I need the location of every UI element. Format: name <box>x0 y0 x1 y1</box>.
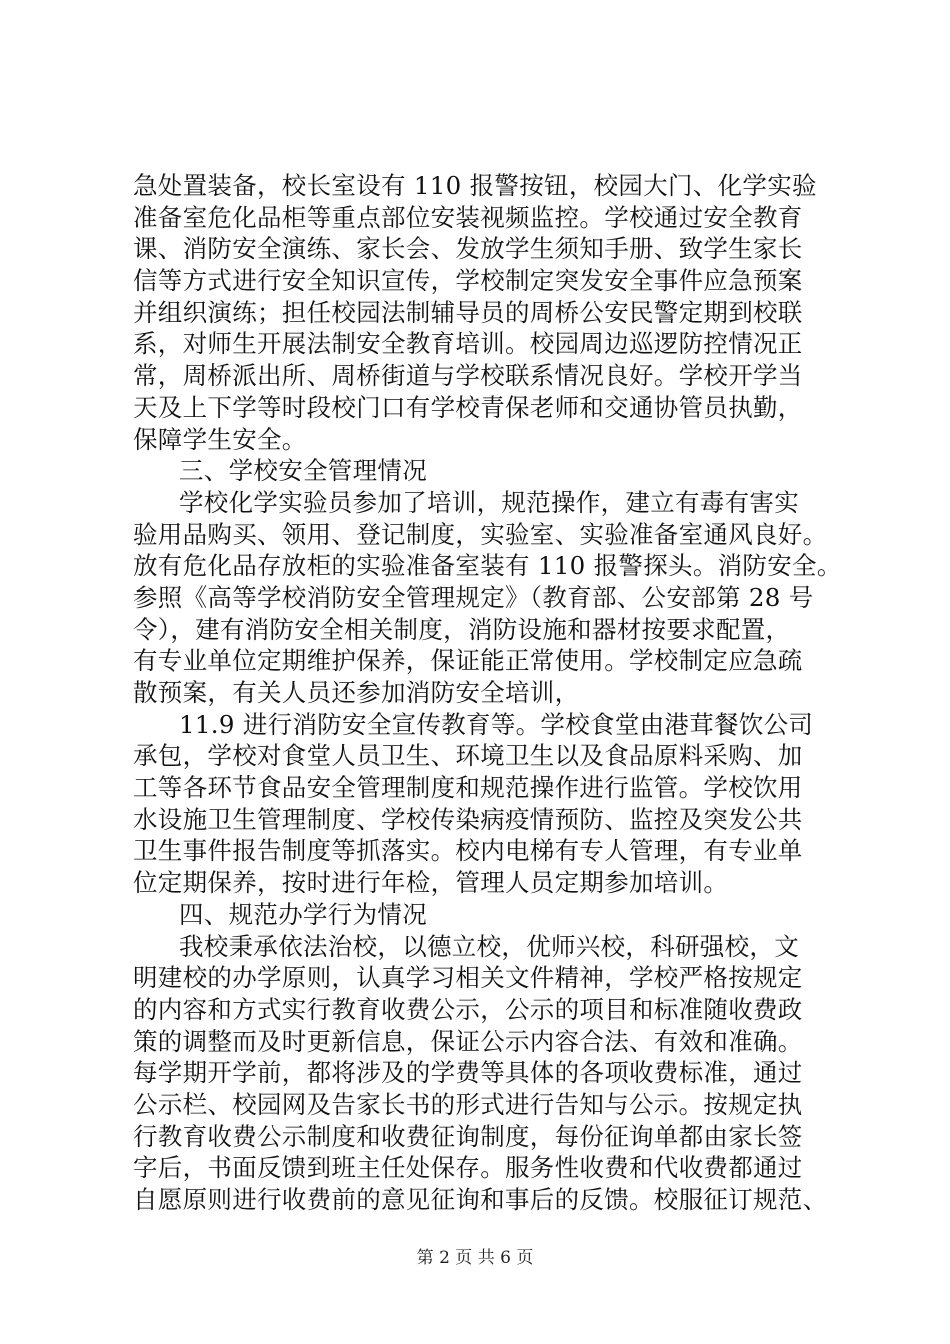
text-line: 准备室危化品柜等重点部位安装视频监控。学校通过安全教育 <box>133 202 803 232</box>
text-line: 我校秉承依法治校，以德立校，优师兴校，科研强校，文 <box>179 931 799 961</box>
text-line: 自愿原则进行收费前的意见征询和事后的反馈。校服征订规范、 <box>133 1185 828 1214</box>
text-line: 学校化学实验员参加了培训，规范操作，建立有毒有害实 <box>179 487 799 517</box>
text-line: 令），建有消防安全相关制度，消防设施和器材按要求配置， <box>133 614 791 644</box>
document-body <box>133 170 853 1216</box>
text-line: 验用品购买、领用、登记制度，实验室、实验准备室通风良好。 <box>133 519 828 549</box>
text-line: 公示栏、校园网及告家长书的形式进行告知与公示。按规定执 <box>133 1089 803 1119</box>
text-line: 信等方式进行安全知识宣传，学校制定突发安全事件应急预案 <box>133 266 803 296</box>
text-line: 11.9 进行消防安全宣传教育等。学校食堂由港茸餐饮公司 <box>179 709 814 739</box>
text-line: 天及上下学等时段校门口有学校青保老师和交通协管员执勤， <box>133 392 803 422</box>
text-line: 每学期开学前，都将涉及的学费等具体的各项收费标准，通过 <box>133 1058 803 1088</box>
text-line: 的内容和方式实行教育收费公示，公示的项目和标准随收费政 <box>133 994 803 1024</box>
text-line: 卫生事件报告制度等抓落实。校内电梯有专人管理，有专业单 <box>133 836 803 866</box>
text-line: 急处置装备，校长室设有 110 报警按钮，校园大门、化学实验 <box>133 171 817 200</box>
text-line: 并组织演练；担任校园法制辅导员的周桥公安民警定期到校联 <box>133 297 803 327</box>
text-line: 常，周桥派出所、周桥街道与学校联系情况良好。学校开学当 <box>133 361 803 391</box>
text-line: 承包，学校对食堂人员卫生、环境卫生以及食品原料采购、加 <box>133 741 803 771</box>
text-line: 字后，书面反馈到班主任处保存。服务性收费和代收费都通过 <box>133 1153 803 1183</box>
section-heading: 四、规范办学行为情况 <box>179 899 427 929</box>
text-line: 位定期保养，按时进行年检，管理人员定期参加培训。 <box>133 868 729 898</box>
text-line: 参照《高等学校消防安全管理规定》（教育部、公安部第 28 号 <box>133 582 814 612</box>
text-line: 保障学生安全。 <box>133 424 307 454</box>
text-line: 明建校的办学原则，认真学习相关文件精神，学校严格按规定 <box>133 963 803 993</box>
text-line: 工等各环节食品安全管理制度和规范操作进行监管。学校饮用 <box>133 773 803 803</box>
text-line: 放有危化品存放柜的实验准备室装有 110 报警探头。消防安全。 <box>133 551 842 581</box>
text-line: 课、消防安全演练、家长会、发放学生须知手册、致学生家长 <box>133 234 803 264</box>
section-heading: 三、学校安全管理情况 <box>179 456 427 486</box>
text-line: 水设施卫生管理制度、学校传染病疫情预防、监控及突发公共 <box>133 804 803 834</box>
text-line: 行教育收费公示制度和收费征询制度，每份征询单都由家长签 <box>133 1121 803 1151</box>
text-line: 系，对师生开展法制安全教育培训。校园周边巡逻防控情况正 <box>133 329 803 359</box>
page-footer: 第 2 页 共 6 页 <box>416 1248 534 1268</box>
text-line: 有专业单位定期维护保养，保证能正常使用。学校制定应急疏 <box>133 646 803 676</box>
text-line: 策的调整而及时更新信息，保证公示内容合法、有效和准确。 <box>133 1026 803 1056</box>
text-line: 散预案，有关人员还参加消防安全培训， <box>133 678 580 707</box>
